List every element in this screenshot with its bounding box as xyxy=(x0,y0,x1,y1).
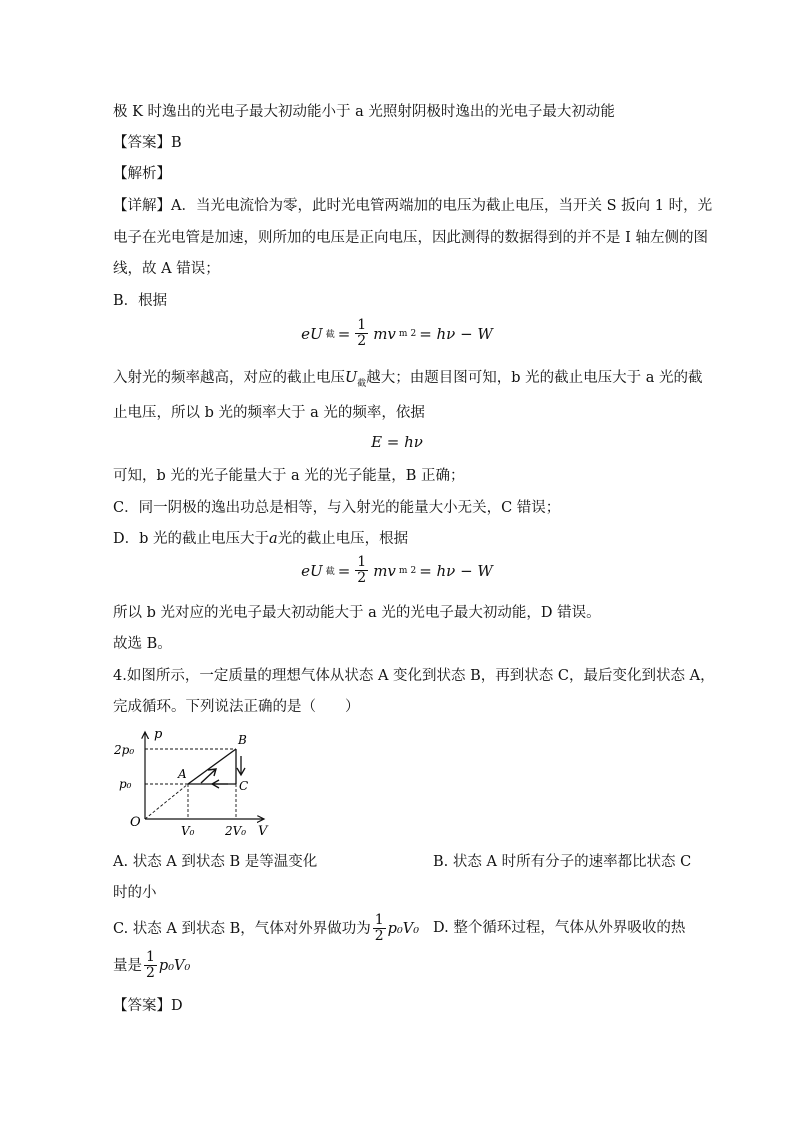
option-d-text-2: 量是 xyxy=(113,957,142,974)
answer-tag: 【答案】 xyxy=(113,135,171,151)
equation-photon-energy: E = hν xyxy=(371,433,423,451)
b-text-1a: 入射光的频率越高，对应的截止电压 xyxy=(113,370,345,386)
question-4-line-2: 完成循环。下列说法正确的是（ ） xyxy=(113,699,360,715)
detail-a-line-2: 电子在光电管是加速，则所加的电压是正向电压，因此测得的数据得到的并不是 I 轴左侧的图 xyxy=(113,230,708,246)
option-b-continued: 时的小 xyxy=(113,885,157,901)
detail-tag: 【详解】 xyxy=(113,198,171,214)
p-axis-label: p xyxy=(154,727,163,742)
option-d[interactable]: D. 整个循环过程，气体从外界吸收的热 xyxy=(433,920,686,936)
option-b-line-2: 止电压，所以 b 光的频率大于 a 光的频率，依据 xyxy=(113,405,425,421)
inline-a: a xyxy=(269,531,278,547)
eq-mv: mv xyxy=(373,324,396,343)
answer-1 xyxy=(113,133,182,153)
tick-2v0: 2V₀ xyxy=(225,824,247,838)
answer-2-tag: 【答案】 xyxy=(113,998,171,1014)
question-4-line-1: 4.如图所示，一定质量的理想气体从状态 A 变化到状态 B，再到状态 C，最后变化到状态 A， xyxy=(113,668,715,684)
detail-a-line-1 xyxy=(113,196,712,216)
option-b-line-3: 可知，b 光的光子能量大于 a 光的光子能量，B 正确； xyxy=(113,468,465,484)
detail-a-line-3: 线，故 A 错误； xyxy=(113,261,220,277)
b-text-1b: 越大；由题目图可知，b 光的截止电压大于 a 光的截 xyxy=(366,370,703,386)
choose-line: 故选 B。 xyxy=(113,636,172,652)
option-c-line: C．同一阴极的逸出功总是相等，与入射光的能量大小无关，C 错误； xyxy=(113,500,561,516)
option-d-line-2: 所以 b 光对应的光电子最大初动能大于 a 光的光电子最大初动能，D 错误。 xyxy=(113,605,601,621)
detail-a-text-1: A．当光电流恰为零，此时光电管两端加的电压为截止电压，当开关 S 扳向 1 时，光 xyxy=(171,198,713,214)
eq-sub: 截 xyxy=(325,330,335,340)
point-a-label: A xyxy=(178,767,187,781)
eq-fraction: $\frac{1}{2}$ xyxy=(357,317,367,349)
eq-eU: eU xyxy=(301,324,323,343)
analysis-tag: 【解析】 xyxy=(113,166,171,182)
eq-rhs: = hν − W xyxy=(419,324,493,343)
answer-value: B xyxy=(171,135,182,151)
d-text-1a: D．b 光的截止电压大于 xyxy=(113,531,270,547)
point-b-label: B xyxy=(238,733,247,747)
option-b-intro: B．根据 xyxy=(113,293,168,309)
origin-label: O xyxy=(130,815,141,830)
pv-diagram xyxy=(108,724,278,844)
tick-p0: p₀ xyxy=(119,777,132,791)
process-a-to-b xyxy=(188,749,236,784)
option-c-p0v0: p₀V₀ xyxy=(387,920,420,937)
inline-U: U xyxy=(345,370,358,386)
option-c-text: C. 状态 A 到状态 B，气体对外界做功为 xyxy=(113,920,371,937)
d-text-1b: 光的截止电压，根据 xyxy=(277,531,409,547)
option-c[interactable] xyxy=(113,913,419,944)
equation-photoelectric-2: eU 截 = $\frac{1}{2}$ mv m 2 = hν − W xyxy=(301,554,493,586)
option-a[interactable]: A. 状态 A 到状态 B 是等温变化 xyxy=(113,854,318,870)
v-axis-label: V xyxy=(258,824,268,839)
equation-photoelectric-1: eU 截 = $\frac{1}{2}$ mv m 2 = hν − W xyxy=(301,317,493,349)
option-c-fraction: $\frac{1}{2}$ xyxy=(374,912,384,944)
option-d-fraction: $\frac{1}{2}$ xyxy=(146,949,155,981)
option-d-p0v0: p₀V₀ xyxy=(158,957,191,974)
option-b[interactable]: B. 状态 A 时所有分子的速率都比状态 C xyxy=(433,854,692,870)
answer-2 xyxy=(113,996,183,1016)
option-d-line-1 xyxy=(113,529,408,549)
paragraph-continuation: 极 K 时逸出的光电子最大初动能小于 a 光照射阴极时逸出的光电子最大初动能 xyxy=(113,104,615,120)
tick-v0: V₀ xyxy=(181,824,195,838)
answer-2-value: D xyxy=(171,998,183,1014)
inline-sub: 截 xyxy=(357,379,367,389)
option-b-line-1 xyxy=(113,368,703,394)
point-c-label: C xyxy=(239,779,249,793)
tick-2p0: 2p₀ xyxy=(114,743,135,757)
option-d-continued xyxy=(113,950,190,981)
